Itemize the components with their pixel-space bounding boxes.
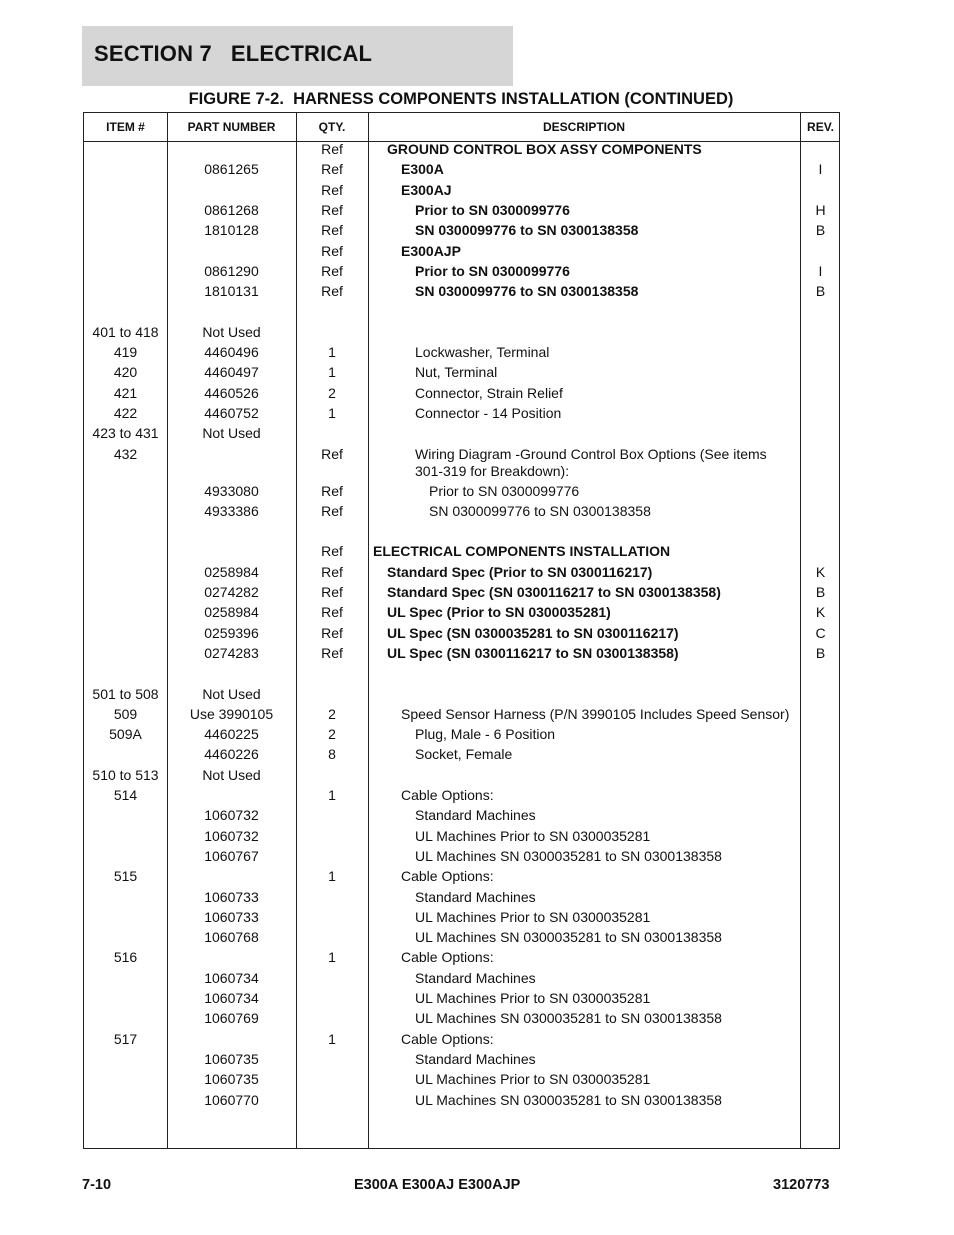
description: Plug, Male - 6 Position bbox=[415, 726, 556, 743]
section-banner bbox=[82, 26, 513, 86]
description: Cable Options: bbox=[401, 787, 494, 803]
description: UL Machines Prior to SN 0300035281 bbox=[415, 827, 651, 844]
description: Connector, Strain Relief bbox=[415, 384, 563, 401]
part-number: 0274282 bbox=[204, 584, 259, 600]
description: UL Spec (SN 0300035281 to SN 0300116217) bbox=[387, 624, 679, 641]
revision: K bbox=[815, 563, 826, 580]
item-number: 432 bbox=[113, 445, 138, 462]
revision: B bbox=[815, 584, 826, 600]
description: UL Spec (SN 0300116217 to SN 0300138358) bbox=[387, 644, 679, 661]
part-number: 1060769 bbox=[204, 1010, 259, 1027]
quantity: 1 bbox=[328, 868, 336, 885]
item-number: 509A bbox=[109, 726, 142, 743]
part-number: 1060734 bbox=[204, 969, 259, 986]
part-number: 0861290 bbox=[204, 262, 259, 279]
description: Standard Machines bbox=[415, 807, 536, 824]
description: Lockwasher, Terminal bbox=[415, 344, 550, 360]
quantity: 1 bbox=[328, 787, 336, 803]
quantity: 2 bbox=[328, 384, 336, 401]
description: Standard Machines bbox=[415, 1050, 536, 1067]
part-number: 1810131 bbox=[204, 283, 259, 300]
part-number: 4933080 bbox=[204, 482, 259, 499]
part-number: 1060733 bbox=[204, 888, 259, 905]
description: UL Machines Prior to SN 0300035281 bbox=[415, 1071, 651, 1088]
header-description: DESCRIPTION bbox=[542, 120, 625, 134]
item-number: 501 to 508 bbox=[92, 685, 159, 702]
quantity: 1 bbox=[328, 1030, 336, 1047]
quantity: 1 bbox=[328, 344, 336, 360]
quantity: Ref bbox=[321, 584, 343, 600]
quantity: Ref bbox=[321, 161, 343, 178]
description: Cable Options: bbox=[401, 949, 494, 966]
description: Cable Options: bbox=[401, 1030, 494, 1047]
quantity: 1 bbox=[328, 404, 336, 421]
quantity: Ref bbox=[321, 445, 343, 462]
quantity: 8 bbox=[328, 746, 336, 763]
revision: B bbox=[815, 222, 826, 239]
part-number: 4460496 bbox=[204, 344, 259, 360]
item-number: 420 bbox=[113, 364, 138, 381]
description: SN 0300099776 to SN 0300138358 bbox=[429, 502, 651, 519]
header-qty: QTY. bbox=[318, 120, 346, 134]
description: Nut, Terminal bbox=[415, 364, 498, 381]
parts-table bbox=[83, 112, 840, 1149]
item-number: 401 to 418 bbox=[92, 323, 159, 340]
description: SN 0300099776 to SN 0300138358 bbox=[415, 222, 639, 239]
part-number: 1060768 bbox=[204, 929, 259, 946]
quantity: Ref bbox=[321, 181, 343, 198]
part-number: 0861268 bbox=[204, 201, 259, 218]
part-number: 4460526 bbox=[204, 384, 259, 401]
quantity: 1 bbox=[328, 949, 336, 966]
header-part-number: PART NUMBER bbox=[187, 120, 276, 134]
description: Standard Spec (SN 0300116217 to SN 0300138358) bbox=[387, 584, 721, 600]
description: UL Machines Prior to SN 0300035281 bbox=[415, 908, 651, 925]
revision: H bbox=[815, 201, 826, 218]
quantity: Ref bbox=[321, 482, 343, 499]
description: Prior to SN 0300099776 bbox=[415, 262, 570, 279]
part-number: 1060735 bbox=[204, 1050, 259, 1067]
part-number: 1060733 bbox=[204, 908, 259, 925]
description: Standard Machines bbox=[415, 888, 536, 905]
item-number: 510 to 513 bbox=[92, 766, 159, 783]
part-number: 4460752 bbox=[204, 404, 259, 421]
document-number: 3120773 bbox=[773, 1177, 830, 1193]
item-number: 419 bbox=[113, 344, 138, 360]
description: Prior to SN 0300099776 bbox=[429, 482, 580, 499]
quantity: Ref bbox=[321, 502, 343, 519]
quantity: Ref bbox=[321, 242, 343, 259]
quantity: Ref bbox=[321, 262, 343, 279]
header-rev: REV. bbox=[807, 120, 834, 134]
part-number: 1060732 bbox=[204, 807, 259, 824]
part-number: 4460225 bbox=[204, 726, 259, 743]
description: UL Machines SN 0300035281 to SN 0300138358 bbox=[415, 929, 722, 946]
description: UL Machines SN 0300035281 to SN 0300138358 bbox=[415, 1010, 722, 1027]
item-number: 514 bbox=[113, 787, 138, 803]
part-number: 4933386 bbox=[204, 502, 259, 519]
figure-title: FIGURE 7-2. HARNESS COMPONENTS INSTALLATION (CONTINUED) bbox=[188, 90, 734, 108]
description: E300AJP bbox=[401, 242, 461, 259]
item-number: 516 bbox=[113, 949, 138, 966]
part-number: 0258984 bbox=[204, 563, 259, 580]
description: UL Spec (Prior to SN 0300035281) bbox=[387, 604, 611, 621]
item-number: 515 bbox=[113, 868, 138, 885]
quantity: 2 bbox=[328, 726, 336, 743]
revision: I bbox=[818, 161, 823, 178]
item-number: 509 bbox=[113, 705, 138, 722]
quantity: Ref bbox=[321, 141, 343, 157]
model-list: E300A E300AJ E300AJP bbox=[354, 1177, 521, 1193]
part-number: 1060735 bbox=[204, 1071, 259, 1088]
quantity: 2 bbox=[328, 705, 336, 722]
part-number: Not Used bbox=[202, 766, 261, 783]
part-number: 1060770 bbox=[204, 1091, 259, 1108]
description: Speed Sensor Harness (P/N 3990105 Includes Speed Sensor) bbox=[401, 705, 790, 722]
description: UL Machines SN 0300035281 to SN 0300138358 bbox=[415, 1091, 722, 1108]
description: Cable Options: bbox=[401, 868, 494, 885]
quantity: Ref bbox=[321, 283, 343, 300]
description: UL Machines SN 0300035281 to SN 0300138358 bbox=[415, 847, 722, 864]
quantity: Ref bbox=[321, 624, 343, 641]
part-number: Not Used bbox=[202, 685, 261, 702]
quantity: Ref bbox=[321, 644, 343, 661]
part-number: 0258984 bbox=[204, 604, 259, 621]
page-number: 7-10 bbox=[82, 1177, 112, 1193]
item-number: 421 bbox=[113, 384, 138, 401]
description: Socket, Female bbox=[415, 746, 513, 763]
revision: C bbox=[815, 624, 826, 641]
revision: K bbox=[815, 604, 826, 621]
part-number: 1060734 bbox=[204, 990, 259, 1006]
quantity: Ref bbox=[321, 222, 343, 239]
section-title: SECTION 7 ELECTRICAL bbox=[94, 41, 373, 66]
part-number: Use 3990105 bbox=[189, 705, 274, 722]
item-number: 517 bbox=[113, 1030, 138, 1047]
part-number: 1060767 bbox=[204, 847, 259, 864]
part-number: 0259396 bbox=[204, 624, 259, 641]
quantity: 1 bbox=[328, 364, 336, 381]
description: UL Machines Prior to SN 0300035281 bbox=[415, 990, 651, 1006]
description: E300A bbox=[401, 161, 444, 178]
quantity: Ref bbox=[321, 604, 343, 621]
item-number: 423 to 431 bbox=[92, 425, 159, 442]
description: GROUND CONTROL BOX ASSY COMPONENTS bbox=[387, 141, 702, 157]
description: Standard Machines bbox=[415, 969, 536, 986]
revision: B bbox=[815, 644, 826, 661]
column-divider bbox=[368, 113, 369, 1148]
revision: I bbox=[818, 262, 823, 279]
part-number: 4460497 bbox=[204, 364, 259, 381]
revision: B bbox=[815, 283, 826, 300]
part-number: Not Used bbox=[202, 323, 261, 340]
part-number: 4460226 bbox=[204, 746, 259, 763]
part-number: 1060732 bbox=[204, 827, 259, 844]
description: Wiring Diagram -Ground Control Box Options (See items 301-319 for Breakdown): bbox=[415, 445, 767, 479]
description: Standard Spec (Prior to SN 0300116217) bbox=[387, 563, 653, 580]
header-item: ITEM # bbox=[106, 120, 145, 134]
description: SN 0300099776 to SN 0300138358 bbox=[415, 283, 639, 300]
description: Connector - 14 Position bbox=[415, 404, 562, 421]
part-number: 0274283 bbox=[204, 644, 259, 661]
description: ELECTRICAL COMPONENTS INSTALLATION bbox=[373, 543, 671, 560]
part-number: 0861265 bbox=[204, 161, 259, 178]
part-number: Not Used bbox=[202, 425, 261, 442]
quantity: Ref bbox=[321, 563, 343, 580]
quantity: Ref bbox=[321, 201, 343, 218]
quantity: Ref bbox=[321, 543, 343, 560]
description: E300AJ bbox=[401, 181, 452, 198]
part-number: 1810128 bbox=[204, 222, 259, 239]
description: Prior to SN 0300099776 bbox=[415, 201, 570, 218]
item-number: 422 bbox=[113, 404, 138, 421]
